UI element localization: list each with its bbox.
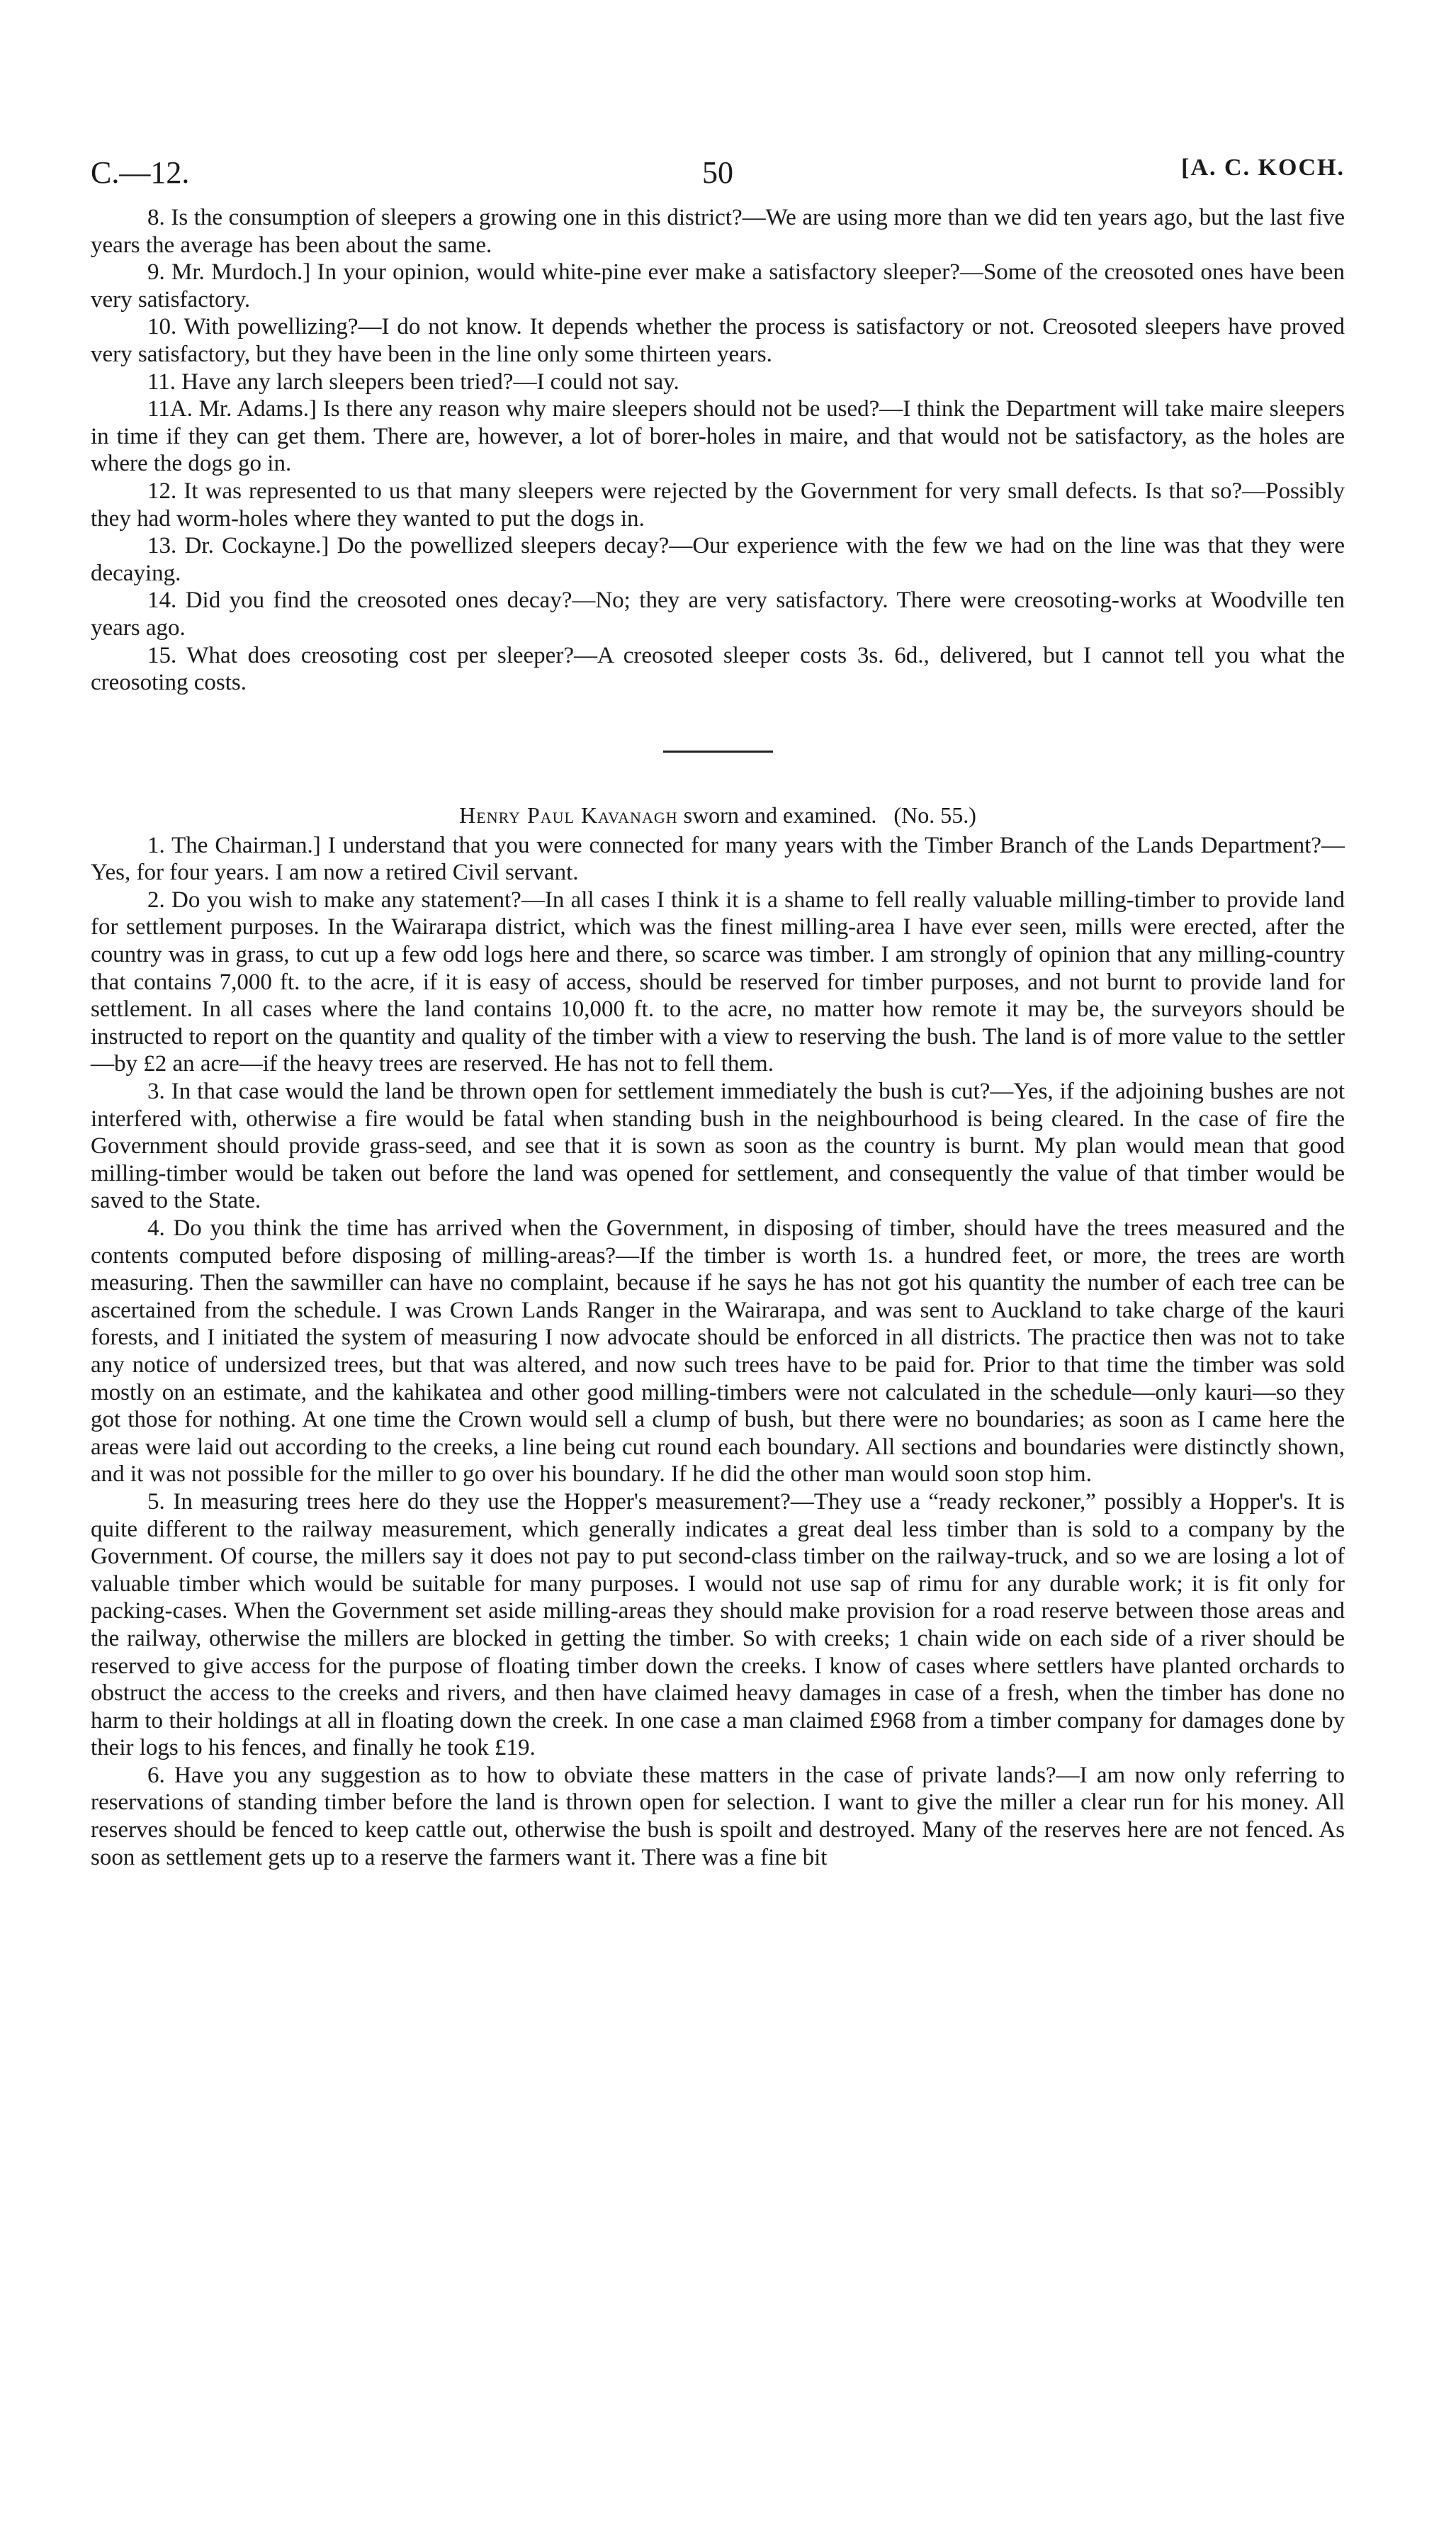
document-page	[91, 155, 1345, 1871]
evidence-kavanagh	[91, 832, 1345, 1872]
paragraph-q14: 14. Did you find the creosoted ones decay?—No; they are very satisfactory. There were creosoting-works at Woodville ten years ago.	[91, 588, 1345, 641]
section-divider	[663, 751, 773, 753]
paragraph-k3: 3. In that case would the land be thrown open for settlement immediately the bush is cut?—Yes, if the adjoining bushes are not interfered with, otherwise a fire would be fatal when standing bush in the neighbourhood is being cleared. In the case of fire the Government should provide grass-seed, and see that it is sown as soon as the country is burnt. My plan would mean that good milling-timber would be taken out before the land was opened for settlement, and consequently the value of that timber would be saved to the State.	[91, 1079, 1345, 1214]
witness-sworn: sworn and examined.	[677, 802, 877, 828]
witness-name: Henry Paul Kavanagh	[459, 802, 678, 828]
page-header	[91, 155, 1345, 204]
paragraph-k2: 2. Do you wish to make any statement?—In all cases I think it is a shame to fell really valuable milling-timber to provide land for settlement purposes. In the Wairarapa district, which was the finest milling-area I have ever seen, mills were erected, after the country was in grass, to cut up a few odd logs here and there, so scarce was timber. I am strongly of opinion that any milling-country that contains 7,000 ft. to the acre, if it is easy of access, should be reserved for timber purposes, and not burnt to provide land for settlement. In all cases where the land contains 10,000 ft. to the acre, no matter how remote it may be, the surveyors should be instructed to report on the quantity and quality of the timber with a view to reserving the bush. The land is of more value to the settler—by £2 an acre—if the heavy trees are reserved. He has not to fell them.	[91, 887, 1345, 1077]
paragraph-k5: 5. In measuring trees here do they use the Hopper's measurement?—They use a “ready reckoner,” possibly a Hopper's. It is quite different to the railway measurement, which generally indicates a great deal less timber than is sold to a company by the Government. Of course, the millers say it does not pay to put second-class timber on the railway-truck, and so we are losing a lot of valuable timber which would be suitable for many purposes. I would not use sap of rimu for any durable work; it is fit only for packing-cases. When the Government set aside milling-areas they should make provision for a road reserve between those areas and the railway, otherwise the millers are blocked in getting the timber. So with creeks; 1 chain wide on each side of a river should be reserved to give access for the purpose of floating timber down the creeks. I know of cases where settlers have planted orchards to obstruct the access to the creeks and rivers, and then have claimed heavy damages in case of a fresh, when the timber has done no harm to their holdings at all in floating down the creek. In one case a man claimed £968 from a timber company for damages done by their logs to his fences, and finally he took £19.	[91, 1488, 1345, 1761]
page-number: 50	[702, 155, 733, 190]
witness-number: (No. 55.)	[893, 802, 976, 828]
paragraph-q10: 10. With powellizing?—I do not know. It depends whether the process is satisfactory or not. Creosoted sleepers have proved very satisfactory, but they have been in the line only some thirteen years.	[91, 314, 1345, 367]
paragraph-k6: 6. Have you any suggestion as to how to obviate these matters in the case of private lands?—I am now only referring to reservations of standing timber before the land is thrown open for selection. I want to give the miller a clear run for his money. All reserves should be fenced to keep cattle out, otherwise the bush is spoilt and destroyed. Many of the reserves here are not fenced. As soon as settlement gets up to a reserve the farmers want it. There was a fine bit	[91, 1762, 1345, 1870]
paragraph-q15: 15. What does creosoting cost per sleeper?—A creosoted sleeper costs 3s. 6d., delivered, but I cannot tell you what the creosoting costs.	[91, 642, 1345, 696]
paragraph-q8: 8. Is the consumption of sleepers a growing one in this district?—We are using more than we did ten years ago, but the last five years the average has been about the same.	[91, 205, 1345, 258]
paragraph-q11: 11. Have any larch sleepers been tried?—I could not say.	[147, 369, 679, 395]
paragraph-k1: 1. The Chairman.] I understand that you were connected for many years with the Timber Branch of the Lands Department?—Yes, for four years. I am now a retired Civil servant.	[91, 832, 1345, 886]
evidence-koch	[91, 204, 1345, 697]
running-head-witness: [A. C. KOCH.	[1181, 155, 1345, 181]
paragraph-q9: 9. Mr. Murdoch.] In your opinion, would white-pine ever make a satisfactory sleeper?—Some of the creosoted ones have been very satisfactory.	[91, 259, 1345, 313]
paragraph-q13: 13. Dr. Cockayne.] Do the powellized sleepers decay?—Our experience with the few we had on the line was that they were decaying.	[91, 533, 1345, 586]
paragraph-q12: 12. It was represented to us that many sleepers were rejected by the Government for very small defects. Is that so?—Possibly they had worm-holes where they wanted to put the dogs in.	[91, 478, 1345, 532]
witness-heading	[91, 801, 1345, 829]
paragraph-k4: 4. Do you think the time has arrived when the Government, in disposing of timber, should have the trees measured and the contents computed before disposing of milling-areas?—If the timber is worth 1s. a hundred feet, or more, the trees are worth measuring. Then the sawmiller can have no complaint, because if he says he has not got his quantity the number of each tree can be ascertained from the schedule. I was Crown Lands Ranger in the Wairarapa, and was sent to Auckland to take charge of the kauri forests, and I initiated the system of measuring I now advocate should be enforced in all districts. The practice then was not to take any notice of undersized trees, but that was altered, and now such trees have to be paid for. Prior to that time the timber was sold mostly on an estimate, and the kahikatea and other good milling-timbers were not calculated in the schedule—only kauri—so they got those for nothing. At one time the Crown would sell a clump of bush, but there were no boundaries; as soon as I came here the areas were laid out according to the creeks, a line being cut round each boundary. All sections and boundaries were distinctly shown, and it was not possible for the miller to go over his boundary. If he did the other man would soon stop him.	[91, 1215, 1345, 1488]
paragraph-q11a: 11A. Mr. Adams.] Is there any reason why maire sleepers should not be used?—I think the Department will take maire sleepers in time if they can get them. There are, however, a lot of borer-holes in maire, and that would not be satisfactory, as the holes are where the dogs go in.	[91, 396, 1345, 477]
document-reference: C.—12.	[91, 155, 190, 190]
